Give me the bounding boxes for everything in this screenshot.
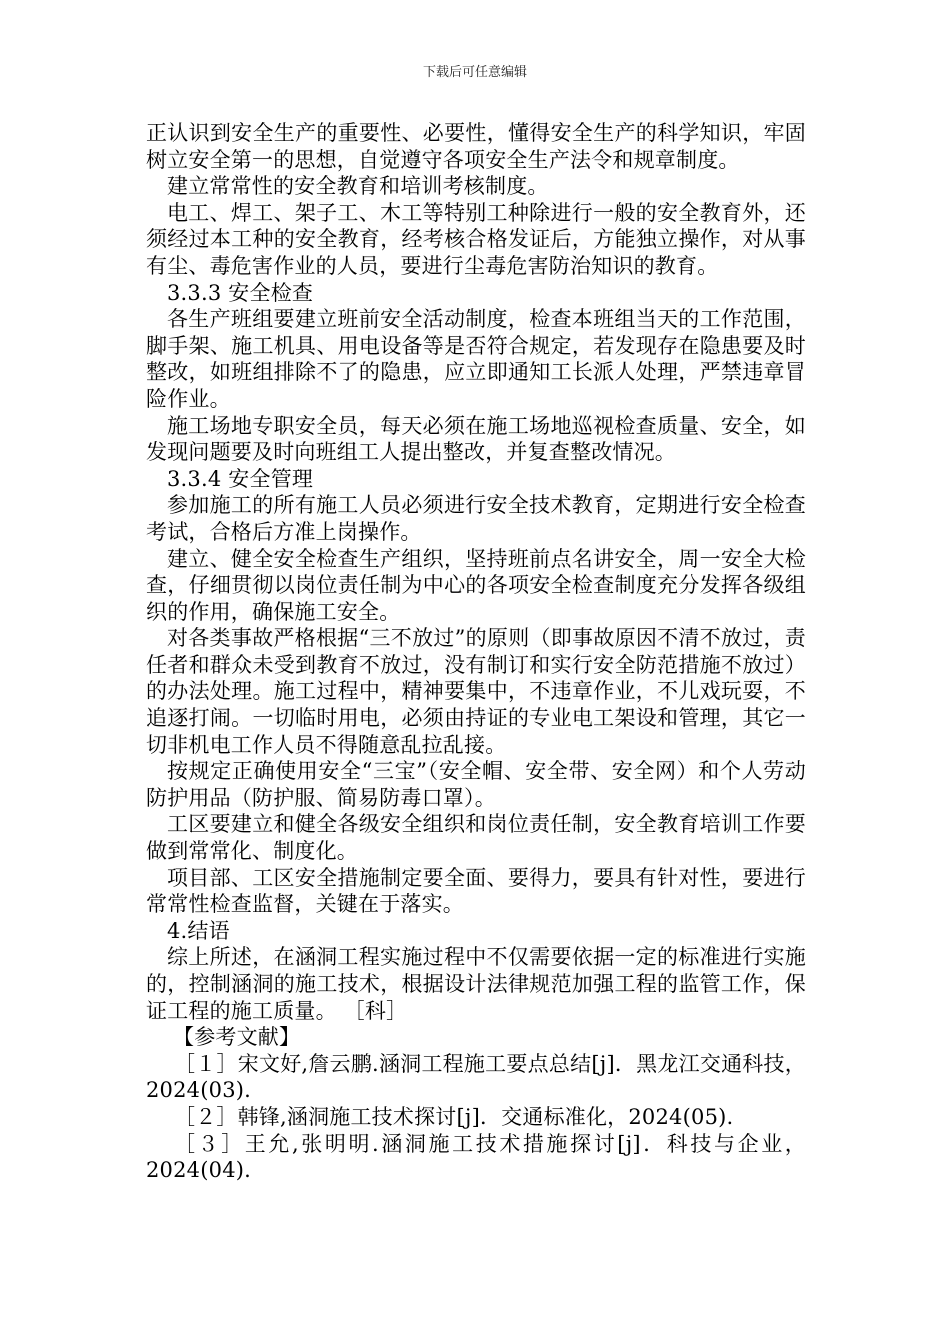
paragraph: 工区要建立和健全各级安全组织和岗位责任制，安全教育培训工作要做到常常化、制度化。 [146, 812, 806, 864]
paragraph: 按规定正确使用安全“三宝”（安全帽、安全带、安全网）和个人劳动防护用品（防护服、简易防毒口罩）。 [146, 759, 806, 810]
paragraph: 参加施工的所有施工人员必须进行安全技术教育，定期进行安全检查考试，合格后方准上岗操作。 [146, 493, 806, 544]
references-heading: 【参考文献】 [173, 1025, 301, 1050]
paragraph: 综上所述，在涵洞工程实施过程中不仅需要依据一定的标准进行实施的，控制涵洞的施工技术，根据设计法律规范加强工程的监管工作，保证工程的施工质量。 ［科］ [146, 945, 806, 1023]
document-body [146, 120, 806, 1184]
section-heading: 3.3.3 安全检查 [167, 280, 314, 305]
paragraph: 建立常常性的安全教育和培训考核制度。 [167, 174, 549, 199]
paragraph: 各生产班组要建立班前安全活动制度，检查本班组当天的工作范围，脚手架、施工机具、用电设备等是否符合规定，若发现存在隐患要及时整改，如班组排除不了的隐患，应立即通知工长派人处理，严禁违章冒险作业。 [146, 307, 806, 411]
reference-item: ［３］王允,张明明.涵洞施工技术措施探讨[j]．科技与企业，2024(04). [146, 1131, 806, 1183]
page-header: 下载后可任意编辑 [422, 65, 527, 80]
paragraph: 正认识到安全生产的重要性、必要性，懂得安全生产的科学知识，牢固树立安全第一的思想，自觉遵守各项安全生产法令和规章制度。 [146, 121, 806, 172]
paragraph: 对各类事故严格根据“三不放过”的原则（即事故原因不清不放过，责任者和群众未受到教育不放过，没有制订和实行安全防范措施不放过）的办法处理。施工过程中，精神要集中，不违章作业，不儿戏玩耍，不追逐打闹。一切临时用电，必须由持证的专业电工架设和管理，其它一切非机电工作人员不得随意乱拉乱接。 [146, 626, 806, 757]
section-heading: 3.3.4 安全管理 [167, 466, 314, 491]
reference-item: ［２］韩锋,涵洞施工技术探讨[j]．交通标准化，2024(05). [174, 1104, 734, 1129]
paragraph: 电工、焊工、架子工、木工等特别工种除进行一般的安全教育外，还须经过本工种的安全教育，经考核合格发证后，方能独立操作，对从事有尘、毒危害作业的人员，要进行尘毒危害防治知识的教育。 [146, 200, 806, 278]
section-heading: 4.结语 [167, 918, 230, 943]
paragraph: 施工场地专职安全员，每天必须在施工场地巡视检查质量、安全，如发现问题要及时向班组工人提出整改，并复查整改情况。 [146, 413, 806, 465]
reference-item: ［１］宋文好,詹云鹏.涵洞工程施工要点总结[j]．黑龙江交通科技，2024(03). [146, 1051, 806, 1103]
paragraph: 建立、健全安全检查生产组织，坚持班前点名讲安全，周一安全大检查，仔细贯彻以岗位责任制为中心的各项安全检查制度充分发挥各级组织的作用，确保施工安全。 [146, 546, 806, 624]
paragraph: 项目部、工区安全措施制定要全面、要得力，要具有针对性，要进行常常性检查监督，关键在于落实。 [146, 865, 806, 917]
